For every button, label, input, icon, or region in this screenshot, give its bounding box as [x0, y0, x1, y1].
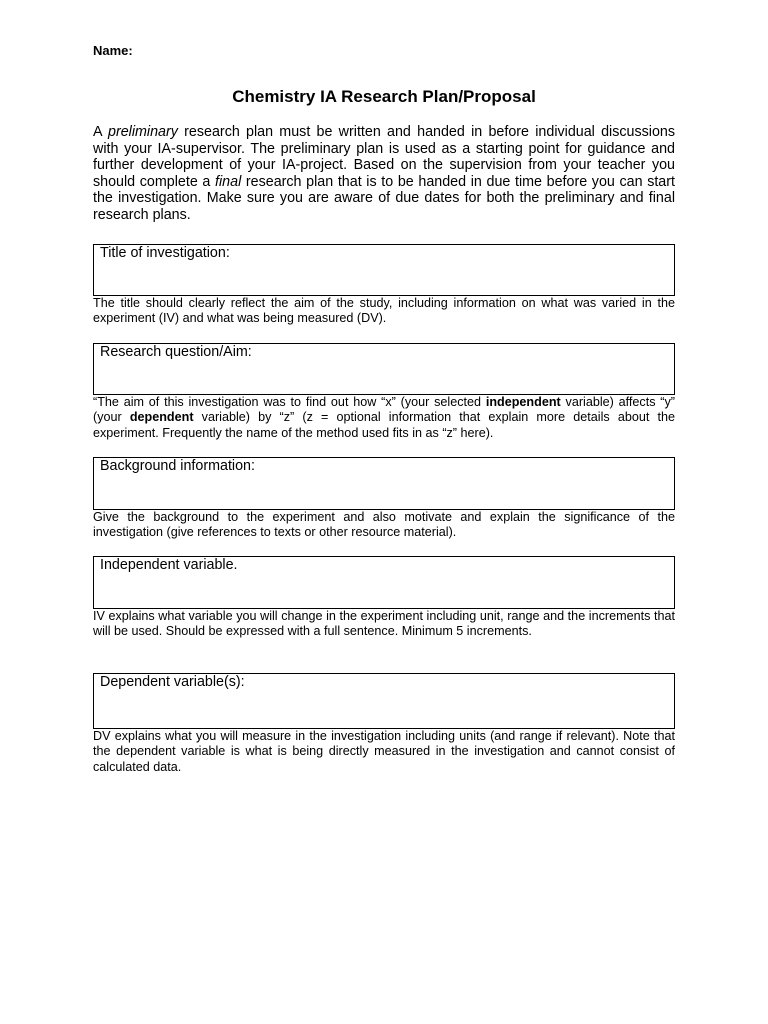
dependent-variable-label: Dependent variable(s): — [100, 674, 245, 690]
intro-paragraph — [93, 124, 675, 224]
background-box[interactable] — [93, 457, 675, 510]
title-field-box[interactable] — [93, 244, 675, 296]
intro-preliminary-emphasis: preliminary — [108, 124, 178, 140]
document-title: Chemistry IA Research Plan/Proposal — [232, 87, 536, 106]
title-field-label: Title of investigation: — [100, 245, 230, 261]
dependent-variable-note: DV explains what you will measure in the investigation including units (and range if relevant). Note that the dependent variable is what is being directly measured in the investigation and cannot consist of calculated data. — [93, 729, 675, 774]
intro-final-emphasis: final — [215, 173, 242, 190]
background-note: Give the background to the experiment and also motivate and explain the significance of the investigation (give references to texts or other resource material). — [93, 510, 675, 540]
name-label: Name: — [93, 43, 133, 58]
research-question-label: Research question/Aim: — [100, 344, 252, 360]
rq-note-text-1: “The aim of this investigation was to find out how “x” (your selected — [93, 395, 486, 409]
research-question-note — [93, 395, 675, 441]
independent-variable-label: Independent variable. — [100, 557, 238, 573]
background-label: Background information: — [100, 458, 255, 474]
rq-note-independent: independent — [485, 395, 561, 409]
intro-text-1: A — [93, 124, 108, 140]
intro-text-2: research plan must be written and handed in before individual discussions with your IA-supervisor. The preliminary plan is used as a starting point for guidance and further development of your IA-project. Based on the supervision from your teacher you should complete a — [93, 124, 675, 190]
rq-note-text-2: variable) affects “y” (your — [93, 395, 675, 425]
independent-variable-box[interactable] — [93, 556, 675, 609]
independent-variable-note: IV explains what variable you will change in the experiment including unit, range and the increments that will be used. Should be expressed with a full sentence. Minimum 5 increments. — [93, 609, 675, 639]
intro-text-3: research plan that is to be handed in due time before you can start the investigation. Make sure you are aware of due dates for both the preliminary and final research plans. — [93, 173, 675, 223]
rq-note-dependent: dependent — [129, 410, 194, 425]
rq-note-text-3: variable) by “z” (z = optional information that explain more details about the experiment. Frequently the name of the method used fits in as “z” here). — [93, 410, 675, 440]
dependent-variable-box[interactable] — [93, 673, 675, 729]
research-question-box[interactable] — [93, 343, 675, 395]
title-note: The title should clearly reflect the aim of the study, including information on what was varied in the experiment (IV) and what was being measured (DV). — [93, 296, 675, 326]
